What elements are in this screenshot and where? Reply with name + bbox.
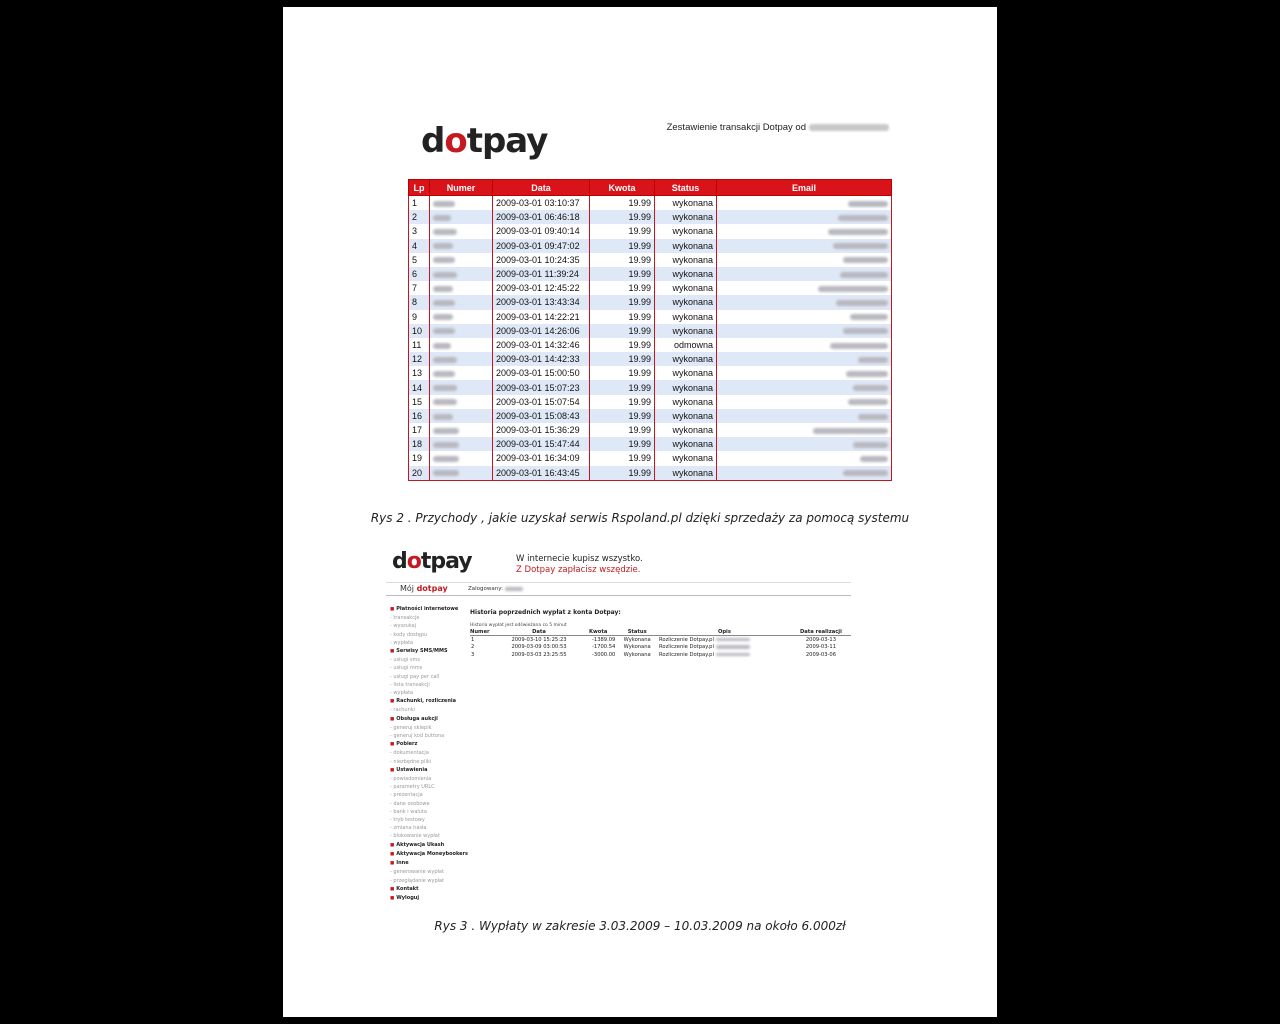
table-row [409, 324, 892, 338]
cell-numer [430, 310, 493, 324]
cell-status: wykonana [655, 437, 717, 451]
cell-email [717, 295, 892, 309]
cell-status: wykonana [655, 224, 717, 238]
cell-kwota: 19.99 [590, 295, 655, 309]
cell-email [717, 466, 892, 481]
cell-data: 2009-03-01 15:47:44 [493, 437, 590, 451]
sidebar-item[interactable]: - bank i waluta [390, 808, 427, 815]
cell-data: 2009-03-01 15:00:50 [493, 366, 590, 380]
payout-history [470, 609, 851, 659]
sidebar-item[interactable]: - rachunki [390, 707, 416, 714]
refresh-note: Historia wypłat jest odświeżana co 5 minut [470, 623, 567, 628]
cell-kwota: 19.99 [590, 409, 655, 423]
cell-lp: 19 [409, 451, 430, 465]
table-row [409, 210, 892, 224]
cell-numer [430, 281, 493, 295]
table-row [409, 409, 892, 423]
cell-numer: 1 [471, 636, 475, 643]
cell-kwota: -1389.09 [592, 636, 616, 643]
col-data: Data [493, 180, 590, 196]
sidebar-item[interactable]: - transakcje [390, 615, 420, 622]
cell-kwota: 19.99 [590, 338, 655, 352]
cell-lp: 4 [409, 239, 430, 253]
figure-2-caption: Rys 2 . Przychody , jakie uzyskał serwis Rspoland.pl dzięki sprzedaży za pomocą systemu [370, 511, 910, 525]
cell-email [717, 352, 892, 366]
cell-status: Wykonana [623, 651, 651, 658]
sidebar-item[interactable]: - wypłata [390, 690, 414, 697]
cell-opis: Rozliczenie Dotpay.pl [658, 651, 791, 659]
cell-kwota: 19.99 [590, 423, 655, 437]
sidebar-item[interactable]: - dane osobowe [390, 800, 430, 807]
cell-lp: 15 [409, 395, 430, 409]
moj-dotpay-label: Mój dotpay [400, 584, 448, 593]
cell-kwota: 19.99 [590, 239, 655, 253]
cell-status: wykonana [655, 210, 717, 224]
col-kwota: Kwota [580, 629, 616, 636]
cell-email [717, 366, 892, 380]
cell-numer [430, 224, 493, 238]
table-row [409, 239, 892, 253]
figure-payouts [386, 547, 851, 901]
cell-data: 2009-03-01 06:46:18 [493, 210, 590, 224]
sidebar-item[interactable]: - blokowanie wypłat [390, 833, 440, 840]
sidebar-item[interactable]: - kody dostępu [390, 631, 428, 638]
cell-lp: 6 [409, 267, 430, 281]
cell-kwota: 19.99 [590, 224, 655, 238]
cell-status: odmowna [655, 338, 717, 352]
cell-kwota: 19.99 [590, 310, 655, 324]
col-status: Status [655, 180, 717, 196]
table-row [409, 423, 892, 437]
cell-numer [430, 338, 493, 352]
cell-lp: 11 [409, 338, 430, 352]
table-row [409, 253, 892, 267]
logged-in-label: Zalogowany: [468, 586, 523, 592]
cell-status: wykonana [655, 409, 717, 423]
cell-email [717, 423, 892, 437]
cell-status: wykonana [655, 310, 717, 324]
sidebar-item[interactable]: - dokumentacja [390, 750, 429, 757]
table-row [409, 437, 892, 451]
cell-lp: 7 [409, 281, 430, 295]
sidebar-item[interactable]: - powiadomienia [390, 776, 432, 783]
sidebar-item[interactable]: - prezentacja [390, 792, 423, 799]
cell-status: wykonana [655, 366, 717, 380]
table-row [409, 395, 892, 409]
slogan: W internecie kupisz wszystko. Z Dotpay zapłacisz wszędzie. [516, 554, 643, 575]
cell-data: 2009-03-01 14:26:06 [493, 324, 590, 338]
cell-status: Wykonana [623, 636, 651, 643]
cell-kwota: 19.99 [590, 267, 655, 281]
cell-lp: 1 [409, 196, 430, 211]
cell-data: 2009-03-01 09:40:14 [493, 224, 590, 238]
cell-kwota: -1700.54 [592, 644, 616, 651]
cell-numer [430, 210, 493, 224]
cell-data-realizacji: 2009-03-13 [805, 636, 836, 643]
sidebar-item[interactable]: - wypłata [390, 639, 414, 646]
sidebar-item[interactable]: - usługi sms [390, 657, 420, 664]
cell-lp: 2 [409, 210, 430, 224]
sidebar-section[interactable]: ■ Kontakt [390, 885, 470, 894]
table-row [409, 196, 892, 211]
cell-numer [430, 295, 493, 309]
cell-data: 2009-03-01 14:42:33 [493, 352, 590, 366]
cell-kwota: 19.99 [590, 366, 655, 380]
document-page [283, 7, 997, 1017]
cell-email [717, 437, 892, 451]
cell-numer [430, 352, 493, 366]
col-opis: Opis [658, 629, 791, 636]
header-bar [386, 582, 851, 596]
cell-status: wykonana [655, 466, 717, 481]
table-row [409, 295, 892, 309]
table-row [409, 267, 892, 281]
table-header-row [409, 180, 892, 196]
sidebar-item[interactable]: - generuj kod buttona [390, 733, 445, 740]
table-row [409, 352, 892, 366]
cell-data: 2009-03-01 03:10:37 [493, 196, 590, 211]
cell-lp: 14 [409, 380, 430, 394]
cell-email [717, 196, 892, 211]
cell-data: 2009-03-01 15:07:54 [493, 395, 590, 409]
cell-data: 2009-03-01 16:43:45 [493, 466, 590, 481]
cell-kwota: 19.99 [590, 210, 655, 224]
cell-status: wykonana [655, 380, 717, 394]
cell-email [717, 239, 892, 253]
cell-status: Wykonana [623, 644, 651, 651]
sidebar-menu [390, 605, 470, 903]
cell-numer [430, 253, 493, 267]
cell-lp: 18 [409, 437, 430, 451]
cell-status: wykonana [655, 295, 717, 309]
cell-email [717, 253, 892, 267]
cell-data: 2009-03-01 14:32:46 [493, 338, 590, 352]
cell-kwota: 19.99 [590, 380, 655, 394]
sidebar-item[interactable]: - tryb testowy [390, 817, 425, 824]
transactions-title: Zestawienie transakcji Dotpay od [667, 122, 889, 133]
cell-numer [430, 324, 493, 338]
sidebar-item[interactable]: - lista transakcji [390, 681, 430, 688]
table-row [409, 338, 892, 352]
figure-transactions [408, 117, 893, 497]
col-lp: Lp [409, 180, 430, 196]
sidebar-section[interactable]: ■ Aktywacja Moneybookers [390, 850, 470, 859]
cell-status: wykonana [655, 324, 717, 338]
cell-email [717, 267, 892, 281]
cell-status: wykonana [655, 239, 717, 253]
cell-email [717, 451, 892, 465]
payout-heading: Historia poprzednich wypłat z konta Dotpay: [470, 609, 621, 616]
sidebar-item[interactable]: - niezbędne pliki [390, 758, 432, 765]
cell-data: 2009-03-01 13:43:34 [493, 295, 590, 309]
sidebar-section[interactable]: ■ Serwisy SMS/MMS [390, 647, 470, 656]
cell-numer [430, 366, 493, 380]
cell-numer [430, 437, 493, 451]
table-row [470, 644, 851, 652]
sidebar-section[interactable]: ■ Rachunki, rozliczenia [390, 697, 470, 706]
cell-kwota: 19.99 [590, 395, 655, 409]
col-data: Data [498, 629, 580, 636]
cell-data: 2009-03-03 23:25:55 [511, 651, 567, 658]
table-row [409, 366, 892, 380]
cell-data: 2009-03-01 14:22:21 [493, 310, 590, 324]
cell-lp: 5 [409, 253, 430, 267]
cell-kwota: 19.99 [590, 466, 655, 481]
sidebar-item[interactable]: - generuj sklepik [390, 724, 432, 731]
cell-status: wykonana [655, 395, 717, 409]
sidebar-section[interactable]: ■ Obsługa aukcji [390, 715, 470, 724]
sidebar-section[interactable]: ■ Pobierz [390, 740, 470, 749]
cell-status: wykonana [655, 423, 717, 437]
cell-data-realizacji: 2009-03-06 [805, 651, 836, 658]
col-kwota: Kwota [590, 180, 655, 196]
transactions-table [408, 179, 892, 481]
cell-status: wykonana [655, 281, 717, 295]
cell-email [717, 324, 892, 338]
cell-email [717, 310, 892, 324]
table-row [409, 281, 892, 295]
cell-kwota: 19.99 [590, 196, 655, 211]
sidebar-item[interactable]: - wyszukaj [390, 623, 417, 630]
sidebar-section[interactable]: ■ Ustawienia [390, 766, 470, 775]
table-row [409, 380, 892, 394]
cell-lp: 13 [409, 366, 430, 380]
cell-data: 2009-03-01 12:45:22 [493, 281, 590, 295]
payouts-table [470, 629, 851, 659]
cell-email [717, 224, 892, 238]
cell-email [717, 380, 892, 394]
sidebar-item[interactable]: - usługi pay per call [390, 673, 440, 680]
cell-data: 2009-03-10 15:25:23 [511, 636, 567, 643]
cell-status: wykonana [655, 451, 717, 465]
cell-email [717, 395, 892, 409]
sidebar-item[interactable]: - przeglądanie wypłat [390, 877, 445, 884]
cell-kwota: 19.99 [590, 324, 655, 338]
cell-email [717, 338, 892, 352]
cell-lp: 16 [409, 409, 430, 423]
cell-data: 2009-03-01 10:24:35 [493, 253, 590, 267]
cell-numer: 3 [471, 651, 475, 658]
sidebar-section[interactable]: ■ Płatności internetowe [390, 605, 470, 614]
cell-data: 2009-03-01 09:47:02 [493, 239, 590, 253]
cell-status: wykonana [655, 253, 717, 267]
cell-lp: 20 [409, 466, 430, 481]
col-numer: Numer [430, 180, 493, 196]
cell-status: wykonana [655, 196, 717, 211]
cell-opis: Rozliczenie Dotpay.pl [658, 644, 791, 652]
cell-lp: 10 [409, 324, 430, 338]
cell-email [717, 281, 892, 295]
col-numer: Numer [470, 629, 498, 636]
col-status: Status [616, 629, 658, 636]
cell-numer [430, 267, 493, 281]
table-row [470, 651, 851, 659]
cell-numer [430, 395, 493, 409]
cell-numer: 2 [471, 644, 475, 651]
cell-data: 2009-03-09 03:00:53 [511, 644, 567, 651]
cell-lp: 3 [409, 224, 430, 238]
cell-numer [430, 409, 493, 423]
cell-kwota: 19.99 [590, 253, 655, 267]
sidebar-item[interactable]: - parametry URLC [390, 784, 435, 791]
cell-kwota: 19.99 [590, 451, 655, 465]
cell-data: 2009-03-01 16:34:09 [493, 451, 590, 465]
cell-data: 2009-03-01 15:08:43 [493, 409, 590, 423]
sidebar-section[interactable]: ■ Inne [390, 859, 470, 868]
col-data-realizacji: Data realizacji [791, 629, 851, 636]
cell-data: 2009-03-01 15:07:23 [493, 380, 590, 394]
cell-numer [430, 451, 493, 465]
sidebar-section[interactable]: ■ Wyloguj [390, 894, 470, 903]
cell-data: 2009-03-01 15:36:29 [493, 423, 590, 437]
cell-kwota: 19.99 [590, 437, 655, 451]
dotpay-logo: dotpay [392, 549, 472, 574]
sidebar-section[interactable]: ■ Aktywacja Ukash [390, 841, 470, 850]
cell-email [717, 409, 892, 423]
cell-numer [430, 196, 493, 211]
cell-data-realizacji: 2009-03-11 [805, 644, 836, 651]
sidebar-item[interactable]: - generowanie wypłat [390, 869, 444, 876]
sidebar-item[interactable]: - usługi mms [390, 665, 423, 672]
cell-email [717, 210, 892, 224]
table-row [409, 466, 892, 481]
cell-status: wykonana [655, 352, 717, 366]
cell-lp: 9 [409, 310, 430, 324]
cell-numer [430, 239, 493, 253]
col-email: Email [717, 180, 892, 196]
cell-opis: Rozliczenie Dotpay.pl [658, 636, 791, 644]
dotpay-logo: dotpay [421, 121, 548, 161]
cell-numer [430, 380, 493, 394]
cell-kwota: 19.99 [590, 352, 655, 366]
cell-lp: 8 [409, 295, 430, 309]
cell-kwota: 19.99 [590, 281, 655, 295]
cell-kwota: -3000.00 [592, 651, 616, 658]
table-row [409, 310, 892, 324]
cell-lp: 17 [409, 423, 430, 437]
cell-numer [430, 423, 493, 437]
cell-lp: 12 [409, 352, 430, 366]
sidebar-item[interactable]: - zmiana hasła [390, 825, 427, 832]
table-row [409, 224, 892, 238]
table-row [470, 636, 851, 644]
cell-status: wykonana [655, 267, 717, 281]
cell-numer [430, 466, 493, 481]
cell-data: 2009-03-01 11:39:24 [493, 267, 590, 281]
figure-3-caption: Rys 3 . Wypłaty w zakresie 3.03.2009 – 10.03.2009 na około 6.000zł [434, 919, 846, 933]
table-row [409, 451, 892, 465]
